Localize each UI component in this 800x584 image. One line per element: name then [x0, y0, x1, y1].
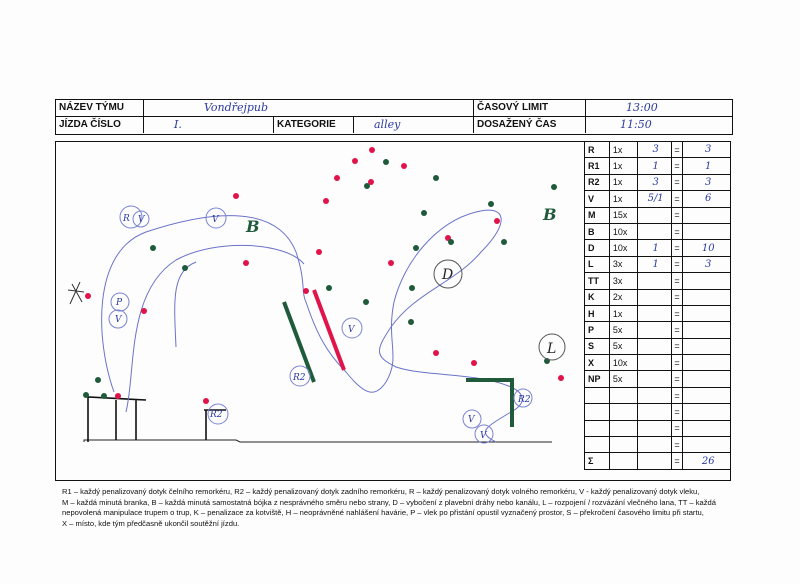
penalty-total-cell: [683, 404, 731, 420]
penalty-row: [585, 404, 731, 420]
penalty-row: [585, 289, 731, 305]
penalty-total-cell: [683, 437, 731, 453]
penalty-eq-cell: =: [671, 338, 683, 354]
penalty-row: [585, 223, 731, 239]
ride-label: JÍZDA ČÍSLO: [56, 117, 144, 133]
penalty-row: [585, 371, 731, 387]
penalty-code-cell: X: [585, 355, 610, 371]
penalty-mult-cell: [609, 420, 637, 436]
penalty-total-cell: [683, 305, 731, 321]
penalty-count-cell: [637, 223, 671, 239]
time-achieved-label: DOSAŽENÝ ČAS: [474, 117, 586, 133]
penalty-eq-cell: =: [671, 207, 683, 223]
penalty-mult-cell: 15x: [609, 207, 637, 223]
legend-line: X – místo, kde tým předčasně ukončil soutěžní jízdu.: [62, 518, 240, 528]
penalty-count-cell: 3: [637, 142, 671, 158]
penalty-total-cell: [683, 289, 731, 305]
penalty-row: [585, 273, 731, 289]
map-label: V: [115, 315, 122, 325]
penalty-eq-cell: =: [671, 387, 683, 403]
penalty-eq-cell: =: [671, 371, 683, 387]
penalty-eq-cell: =: [671, 174, 683, 190]
penalty-code-cell: K: [585, 289, 610, 305]
map-label: V: [480, 431, 487, 441]
penalty-count-cell: [637, 420, 671, 436]
penalty-total-cell: [683, 355, 731, 371]
penalty-total-cell: 3: [683, 142, 731, 158]
penalty-row: [585, 174, 731, 190]
penalty-mult-cell: 5x: [609, 322, 637, 338]
penalty-mult-cell: 10x: [609, 240, 637, 256]
penalty-total-cell: 3: [683, 256, 731, 272]
penalty-code-cell: V: [585, 191, 610, 207]
penalty-code-cell: L: [585, 256, 610, 272]
map-label: P: [116, 298, 123, 308]
penalty-mult-cell: 3x: [609, 273, 637, 289]
penalty-row: [585, 191, 731, 207]
map-label: R: [123, 214, 130, 224]
legend-line: nepovolená manipulace trupem o trup, K – penalizace za kotviště, H – neoprávněné nahlášení havárie, P – vlek po přistání opustil vyznačený prostor, S – překročení časového limitu při startu,: [62, 508, 704, 517]
penalty-code-cell: S: [585, 338, 610, 354]
penalty-eq-cell: =: [671, 453, 683, 469]
penalty-code-cell: P: [585, 322, 610, 338]
penalty-eq-cell: =: [671, 256, 683, 272]
penalty-code-cell: Σ: [585, 453, 610, 469]
penalty-count-cell: [637, 273, 671, 289]
penalty-mult-cell: 2x: [609, 289, 637, 305]
penalty-total-cell: [683, 387, 731, 403]
penalty-row: [585, 338, 731, 354]
penalty-row: [585, 437, 731, 453]
penalty-row: [585, 453, 731, 469]
penalty-code-cell: [585, 437, 610, 453]
green-buoys: [83, 159, 557, 399]
legend-line: M – každá minutá branka, B – každá minutá samostatná bójka z nesprávného směru nebo strany, D – vybočení z plavební dráhy nebo kanálu, L – rozpojení / rozvázání vlečného lana, TT – každá: [62, 497, 717, 507]
penalty-row: [585, 256, 731, 272]
penalty-eq-cell: =: [671, 289, 683, 305]
penalty-row: [585, 420, 731, 436]
penalty-code-cell: [585, 420, 610, 436]
penalty-eq-cell: =: [671, 142, 683, 158]
map-label: B: [543, 205, 557, 224]
map-label: V: [138, 215, 145, 225]
penalty-eq-cell: =: [671, 355, 683, 371]
penalty-count-cell: [637, 371, 671, 387]
penalty-count-cell: [637, 387, 671, 403]
penalty-total-cell: 26: [683, 453, 731, 469]
ride-value: I.: [144, 117, 274, 133]
penalty-total-cell: [683, 223, 731, 239]
penalty-mult-cell: 1x: [609, 142, 637, 158]
time-achieved-value: 11:50: [620, 118, 652, 131]
penalty-code-cell: R: [585, 142, 610, 158]
penalty-eq-cell: =: [671, 404, 683, 420]
penalty-total-cell: [683, 207, 731, 223]
penalty-mult-cell: [609, 387, 637, 403]
penalty-eq-cell: =: [671, 158, 683, 174]
penalty-count-cell: 1: [637, 240, 671, 256]
penalty-mult-cell: 1x: [609, 305, 637, 321]
red-buoys: [85, 147, 564, 404]
map-label: R2: [293, 373, 306, 383]
penalty-code-cell: NP: [585, 371, 610, 387]
penalty-code-cell: M: [585, 207, 610, 223]
map-label: R2: [518, 395, 531, 405]
penalty-code-cell: R2: [585, 174, 610, 190]
course-sketch: [56, 142, 584, 480]
time-limit-label: ČASOVÝ LIMIT: [474, 100, 586, 116]
penalty-count-cell: 3: [637, 174, 671, 190]
penalty-row: [585, 355, 731, 371]
penalty-row: [585, 158, 731, 174]
legend-line: R1 – každý penalizovaný dotyk čelního remorkéru, R2 – každý penalizovaný dotyk zadního remorkéru, R – každý penalizovaný dotyk volného remorkéru, V - každý penalizovaný dotyk vleku,: [62, 487, 700, 496]
penalty-mult-cell: 1x: [609, 158, 637, 174]
penalty-code-cell: R1: [585, 158, 610, 174]
penalty-row: [585, 387, 731, 403]
penalty-count-cell: [637, 322, 671, 338]
penalty-total-cell: 6: [683, 191, 731, 207]
penalty-mult-cell: [609, 404, 637, 420]
penalty-total-cell: [683, 338, 731, 354]
penalty-count-cell: [637, 453, 671, 469]
penalty-mult-cell: 10x: [609, 223, 637, 239]
penalty-row: [585, 240, 731, 256]
category-label: KATEGORIE: [274, 117, 354, 133]
penalty-eq-cell: =: [671, 322, 683, 338]
penalty-total-cell: 10: [683, 240, 731, 256]
penalty-total-cell: [683, 420, 731, 436]
penalty-count-cell: [637, 305, 671, 321]
team-label: NÁZEV TÝMU: [56, 100, 144, 116]
penalty-code-cell: [585, 387, 610, 403]
penalty-mult-cell: 5x: [609, 338, 637, 354]
penalty-mult-cell: 1x: [609, 174, 637, 190]
map-label: L: [547, 341, 557, 357]
penalty-count-cell: [637, 207, 671, 223]
map-label: V: [468, 415, 475, 425]
penalty-total-cell: 1: [683, 158, 731, 174]
penalty-count-cell: [637, 437, 671, 453]
penalty-code-cell: D: [585, 240, 610, 256]
map-label: V: [212, 215, 219, 225]
penalty-eq-cell: =: [671, 240, 683, 256]
penalty-mult-cell: 3x: [609, 256, 637, 272]
penalty-count-cell: [637, 338, 671, 354]
penalty-mult-cell: [609, 437, 637, 453]
penalty-eq-cell: =: [671, 273, 683, 289]
penalty-eq-cell: =: [671, 223, 683, 239]
category-value: alley: [354, 117, 474, 133]
map-label: V: [348, 325, 355, 335]
map-label: D: [442, 267, 454, 283]
penalty-total-cell: [683, 273, 731, 289]
penalty-row: [585, 305, 731, 321]
penalty-mult-cell: 10x: [609, 355, 637, 371]
penalty-count-cell: [637, 289, 671, 305]
penalty-code-cell: [585, 404, 610, 420]
penalty-row: [585, 142, 731, 158]
map-label: R2: [210, 410, 223, 420]
penalty-eq-cell: =: [671, 191, 683, 207]
penalty-count-cell: 5/1: [637, 191, 671, 207]
penalty-total-cell: [683, 371, 731, 387]
team-value: Vondřejpub: [144, 100, 474, 116]
penalty-mult-cell: 1x: [609, 191, 637, 207]
penalty-code-cell: TT: [585, 273, 610, 289]
penalty-table: [584, 141, 731, 470]
penalty-count-cell: 1: [637, 158, 671, 174]
penalty-count-cell: 1: [637, 256, 671, 272]
penalty-count-cell: [637, 404, 671, 420]
penalty-row: [585, 322, 731, 338]
penalty-code-cell: B: [585, 223, 610, 239]
course-frame: [55, 141, 731, 481]
map-label: B: [246, 217, 260, 236]
header-table: [55, 99, 733, 135]
penalty-eq-cell: =: [671, 420, 683, 436]
penalty-eq-cell: =: [671, 305, 683, 321]
penalty-mult-cell: [609, 453, 637, 469]
penalty-eq-cell: =: [671, 437, 683, 453]
penalty-count-cell: [637, 355, 671, 371]
penalty-total-cell: [683, 322, 731, 338]
time-limit-value: 13:00: [626, 101, 658, 114]
penalty-total-cell: 3: [683, 174, 731, 190]
penalty-mult-cell: 5x: [609, 371, 637, 387]
legend: [62, 487, 732, 529]
penalty-code-cell: H: [585, 305, 610, 321]
penalty-row: [585, 207, 731, 223]
